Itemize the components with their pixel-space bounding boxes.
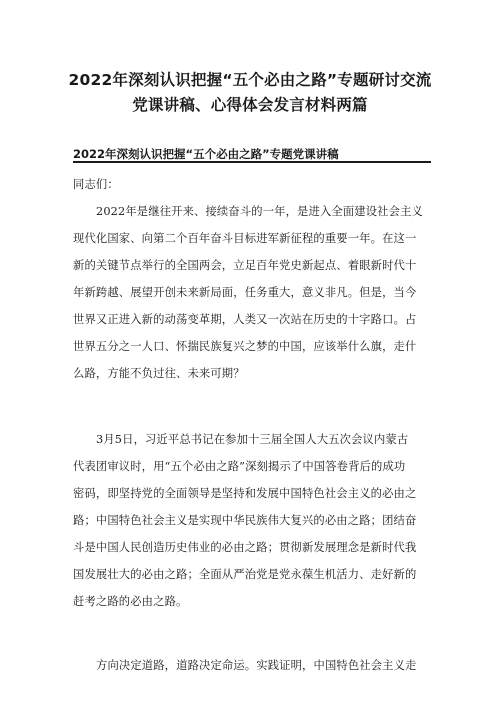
salutation: 同志们： [73,178,119,191]
paragraph-1-line: 2022年是继往开来、接续奋斗的一年，是进入全面建设社会主义 [96,205,423,218]
paragraph-2-line: 路；中国特色社会主义是实现中华民族伟大复兴的必由之路；团结奋 [73,514,417,527]
document-title-line-1: 2022年深刻认识把握“五个必由之路”专题研讨交流 [68,71,432,89]
paragraph-2-line: 3月5日，习近平总书记在参加十三届全国人大五次会议内蒙古 [96,433,409,446]
paragraph-1-line: 年新跨越、展望开创未来新局面，任务重大，意义非凡。但是，当今 [73,286,417,299]
document-title-line-2: 党课讲稿、心得体会发言材料两篇 [132,96,368,114]
paragraph-1-line: 新的关键节点举行的全国两会，立足百年党史新起点、着眼新时代十 [73,259,417,272]
paragraph-1-line: 世界又正进入新的动荡变革期，人类又一次站在历史的十字路口。占 [73,313,417,326]
paragraph-1-line: 世界五分之一人口、怀揣民族复兴之梦的中国，应该举什么旗，走什 [73,340,417,353]
paragraph-1-line: 么路，方能不负过往、未来可期？ [73,367,245,380]
paragraph-2-line: 斗是中国人民创造历史伟业的必由之路；贯彻新发展理念是新时代我 [73,541,417,554]
paragraph-3-line: 方向决定道路，道路决定命运。实践证明，中国特色社会主义走 [96,659,417,672]
section-heading-underline [73,161,431,163]
paragraph-2-line: 代表团审议时，用“五个必由之路”深刻揭示了中国答卷背后的成功 [73,460,406,473]
paragraph-2-line: 密码，即坚持党的全面领导是坚持和发展中国特色社会主义的必由之 [73,487,417,500]
paragraph-2-line: 赶考之路的必由之路。 [73,595,188,608]
section-heading: 2022年深刻认识把握“五个必由之路”专题党课讲稿 [73,147,339,161]
paragraph-1-line: 现代化国家、向第二个百年奋斗目标进军新征程的重要一年。在这一 [73,232,417,245]
paragraph-2-line: 国发展壮大的必由之路；全面从严治党是党永葆生机活力、走好新的 [73,568,417,581]
